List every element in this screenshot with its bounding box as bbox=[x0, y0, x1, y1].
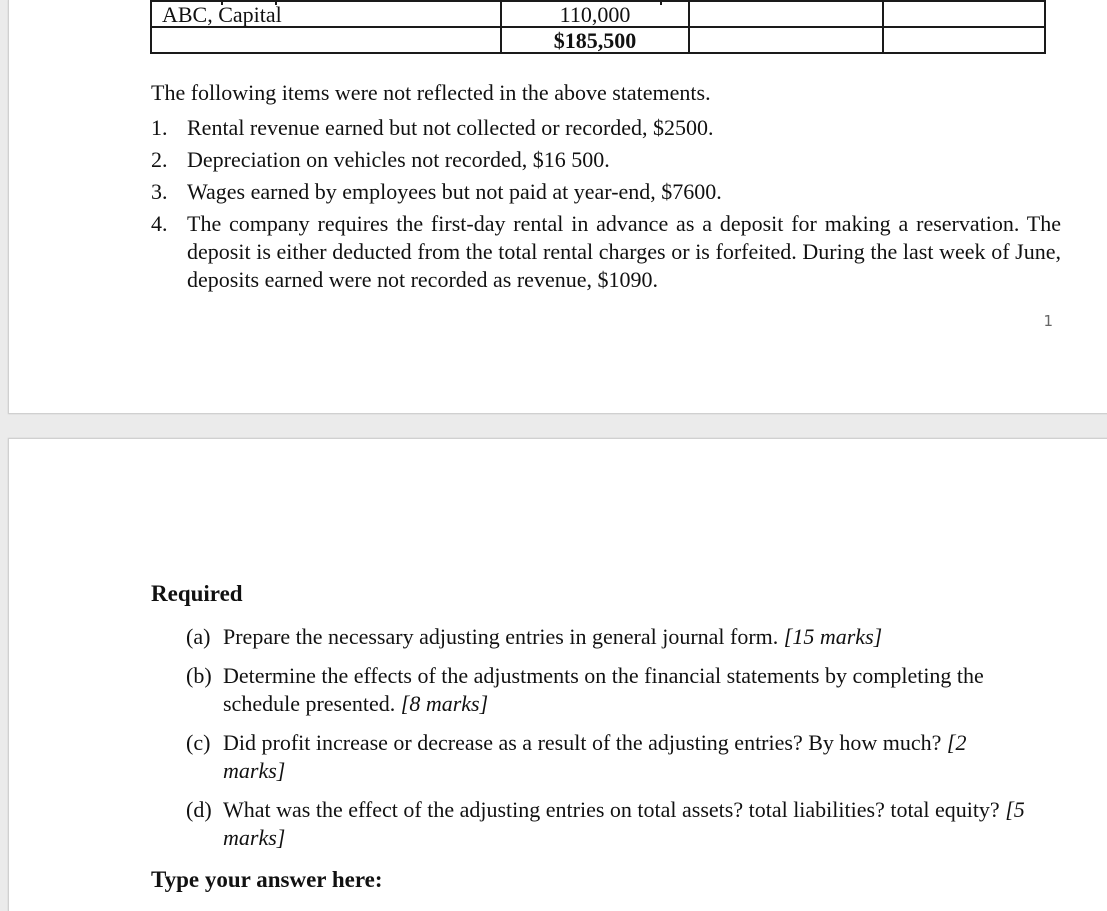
document-page-2 bbox=[8, 438, 1107, 911]
marks-label: [15 marks] bbox=[783, 624, 883, 649]
list-item bbox=[186, 623, 1026, 651]
marks-label: [5 marks] bbox=[223, 797, 1025, 850]
marks-label: [8 marks] bbox=[400, 691, 489, 716]
table-cell-empty bbox=[883, 27, 1045, 53]
table-cell-label: ABC, Capital bbox=[151, 1, 501, 27]
table-cell-empty bbox=[883, 1, 1045, 27]
list-item-text bbox=[223, 623, 1026, 651]
list-item-label: (d) bbox=[186, 797, 212, 822]
list-item-number: 4. bbox=[151, 211, 168, 236]
document-page-1 bbox=[8, 0, 1107, 414]
question-text: Did profit increase or decrease as a result of the adjusting entries? By how much? bbox=[223, 730, 942, 755]
list-item-text bbox=[223, 662, 1026, 718]
table-cell-empty bbox=[689, 27, 883, 53]
list-item bbox=[151, 146, 1061, 174]
page-number: 1 bbox=[1043, 312, 1053, 330]
list-item-text: Wages earned by employees but not paid at year-end, $7600. bbox=[187, 179, 722, 204]
table-cell-amount: 110,000 bbox=[501, 1, 689, 27]
question-text: What was the effect of the adjusting entries on total assets? total liabilities? total equity? bbox=[223, 797, 1000, 822]
list-item-text bbox=[223, 729, 1026, 785]
list-item-label: (a) bbox=[186, 624, 211, 649]
required-heading: Required bbox=[151, 581, 243, 606]
table-cell-label bbox=[151, 27, 501, 53]
table-row bbox=[151, 27, 1045, 53]
list-item-number: 2. bbox=[151, 147, 168, 172]
list-item bbox=[151, 114, 1061, 142]
question-text: Determine the effects of the adjustments on the financial statements by completing the schedule presented. bbox=[223, 663, 984, 716]
question-text: Prepare the necessary adjusting entries in general journal form. bbox=[223, 624, 779, 649]
list-item bbox=[186, 796, 1026, 852]
list-item-text: Depreciation on vehicles not recorded, $16 500. bbox=[187, 147, 610, 172]
list-item bbox=[151, 178, 1061, 206]
table-row bbox=[151, 1, 1045, 27]
list-item-number: 1. bbox=[151, 115, 168, 140]
unrecorded-items-list bbox=[151, 114, 1061, 298]
balance-table bbox=[150, 0, 1046, 54]
list-item-text: The company requires the first-day rental in advance as a deposit for making a reservation. The deposit is either deducted from the total rental charges or is forfeited. During the last week of June, deposits earned were not recorded as revenue, $1090. bbox=[187, 211, 1061, 292]
table-cell-total: $185,500 bbox=[501, 27, 689, 53]
list-item-text bbox=[223, 796, 1026, 852]
list-item bbox=[186, 662, 1026, 718]
list-item bbox=[186, 729, 1026, 785]
required-list bbox=[186, 623, 1026, 863]
intro-text: The following items were not reflected in the above statements. bbox=[151, 80, 711, 105]
marks-label: [2 marks] bbox=[223, 730, 967, 783]
table-cell-empty bbox=[689, 1, 883, 27]
list-item-number: 3. bbox=[151, 179, 168, 204]
list-item-label: (b) bbox=[186, 663, 212, 688]
list-item-label: (c) bbox=[186, 730, 211, 755]
list-item bbox=[151, 210, 1061, 294]
answer-prompt: Type your answer here: bbox=[151, 867, 383, 892]
list-item-text: Rental revenue earned but not collected or recorded, $2500. bbox=[187, 115, 714, 140]
